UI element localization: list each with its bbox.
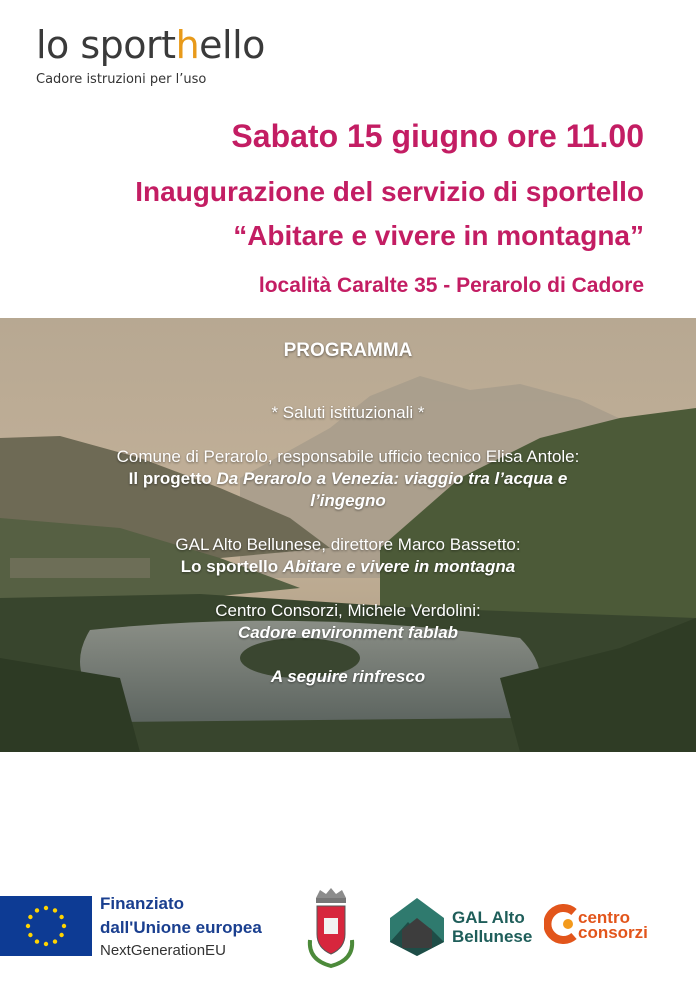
item3-title: Cadore environment fablab — [237, 623, 459, 642]
gal-line1: GAL Alto — [452, 908, 525, 927]
gal-line2: Bellunese — [452, 927, 533, 946]
item1-title-cont: l’ingegno — [310, 491, 386, 510]
gal-logo-text — [452, 908, 532, 946]
lake-mountain-photo — [0, 318, 696, 752]
logo-word-a: lo sport — [36, 23, 176, 67]
item2-italic: Abitare e vivere in montagna — [282, 557, 516, 576]
item1-italic-a: Da Perarolo a Venezia: viaggio tra l’acqua e — [216, 469, 568, 488]
municipal-crest-icon — [300, 884, 362, 977]
event-date: Sabato 15 giugno ore 11.00 — [231, 118, 644, 154]
eu-funding-text — [100, 894, 262, 959]
programme-title: PROGRAMMA — [283, 340, 413, 361]
item3-speaker: Centro Consorzi, Michele Verdolini: — [215, 601, 481, 620]
item1-prefix: Il progetto — [128, 469, 217, 488]
logo-word-b: ello — [199, 23, 265, 67]
sporthello-logo — [36, 23, 265, 87]
item1-title — [0, 468, 696, 489]
greetings-line: * Saluti istituzionali * — [271, 403, 425, 422]
event-title-line1: Inaugurazione del servizio di sportello — [135, 176, 644, 207]
item1-speaker: Comune di Perarolo, responsabile ufficio tecnico Elisa Antole: — [116, 447, 580, 466]
cc-line1: centro — [578, 908, 630, 927]
centro-consorzi-icon — [544, 904, 578, 949]
logo-word-h: h — [175, 23, 200, 67]
item2-title — [0, 556, 696, 577]
gal-mountain-icon — [388, 896, 446, 961]
cc-line2: consorzi — [578, 923, 648, 942]
event-location: località Caralte 35 - Perarolo di Cadore — [258, 274, 644, 297]
logo-tagline: Cadore istruzioni per l’uso — [36, 72, 207, 87]
centro-consorzi-text — [578, 910, 648, 940]
logo-wordmark — [36, 23, 265, 67]
event-title-line2: “Abitare e vivere in montagna” — [233, 220, 644, 251]
sponsor-footer — [0, 880, 696, 970]
item2-speaker: GAL Alto Bellunese, direttore Marco Bassetto: — [175, 535, 521, 554]
eu-line3: NextGenerationEU — [100, 942, 226, 959]
eu-line1: Finanziato — [100, 894, 185, 913]
closing-line: A seguire rinfresco — [270, 667, 426, 686]
eu-flag-icon — [0, 896, 92, 956]
eu-line2: dall'Unione europea — [100, 918, 262, 937]
item2-prefix: Lo sportello — [180, 557, 283, 576]
